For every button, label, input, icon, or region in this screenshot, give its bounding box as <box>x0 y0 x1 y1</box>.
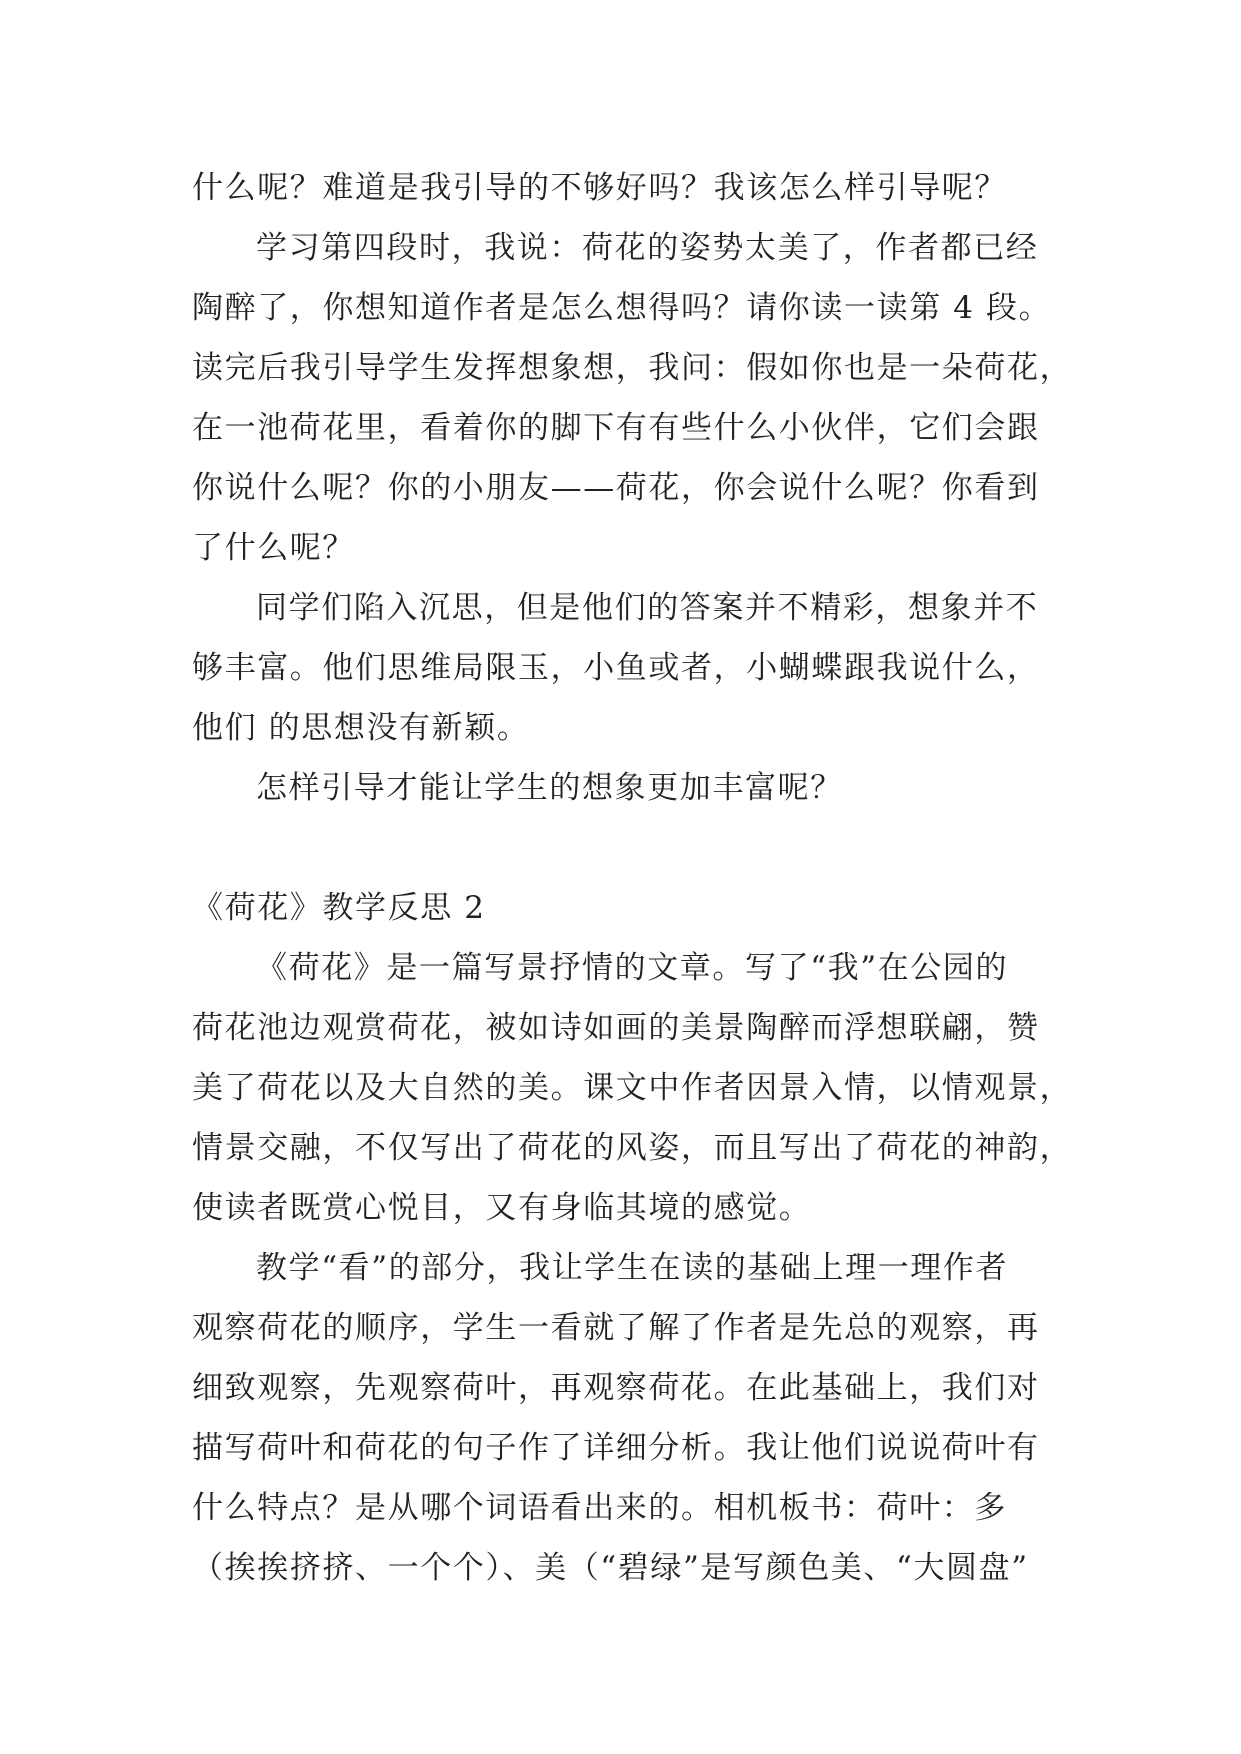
paragraph-line: 观察荷花的顺序，学生一看就了解了作者是先总的观察，再 <box>192 1310 1040 1346</box>
paragraph-line: 荷花池边观赏荷花，被如诗如画的美景陶醉而浮想联翩，赞 <box>192 1010 1040 1046</box>
paragraph-line: 《荷花》是一篇写景抒情的文章。写了“我”在公园的 <box>256 950 1009 986</box>
paragraph-line: 怎样引导才能让学生的想象更加丰富呢？ <box>256 770 843 806</box>
paragraph-line: （挨挨挤挤、一个个）、美（“碧绿”是写颜色美、“大圆盘” <box>192 1550 1029 1586</box>
paragraph-line: 什么呢？难道是我引导的不够好吗？我该怎么样引导呢？ <box>192 170 1007 206</box>
paragraph-line: 使读者既赏心悦目，又有身临其境的感觉。 <box>192 1190 812 1226</box>
paragraph-line: 美了荷花以及大自然的美。课文中作者因景入情，以情观景， <box>192 1070 1073 1106</box>
paragraph-line: 学习第四段时，我说：荷花的姿势太美了，作者都已经 <box>256 230 1039 266</box>
paragraph-line: 他们 的思想没有新颖。 <box>192 710 530 746</box>
paragraph-line: 够丰富。他们思维局限玉，小鱼或者，小蝴蝶跟我说什么， <box>192 650 1040 686</box>
section-heading: 《荷花》教学反思 2 <box>192 890 486 926</box>
paragraph-line: 细致观察，先观察荷叶，再观察荷花。在此基础上，我们对 <box>192 1370 1040 1406</box>
paragraph-line: 陶醉了，你想知道作者是怎么想得吗？请你读一读第 4 段。 <box>192 290 1052 326</box>
paragraph-line: 什么特点？是从哪个词语看出来的。相机板书：荷叶：多 <box>192 1490 1007 1526</box>
paragraph-line: 情景交融，不仅写出了荷花的风姿，而且写出了荷花的神韵， <box>192 1130 1073 1166</box>
paragraph-line: 在一池荷花里，看着你的脚下有有些什么小伙伴，它们会跟 <box>192 410 1040 446</box>
paragraph-line: 教学“看”的部分，我让学生在读的基础上理一理作者 <box>256 1250 1009 1286</box>
paragraph-line: 了什么呢？ <box>192 530 355 566</box>
paragraph-line: 读完后我引导学生发挥想象想，我问：假如你也是一朵荷花， <box>192 350 1073 386</box>
paragraph-line: 你说什么呢？你的小朋友——荷花，你会说什么呢？你看到 <box>192 470 1040 506</box>
paragraph-line: 描写荷叶和荷花的句子作了详细分析。我让他们说说荷叶有 <box>192 1430 1040 1466</box>
paragraph-line: 同学们陷入沉思，但是他们的答案并不精彩，想象并不 <box>256 590 1039 626</box>
